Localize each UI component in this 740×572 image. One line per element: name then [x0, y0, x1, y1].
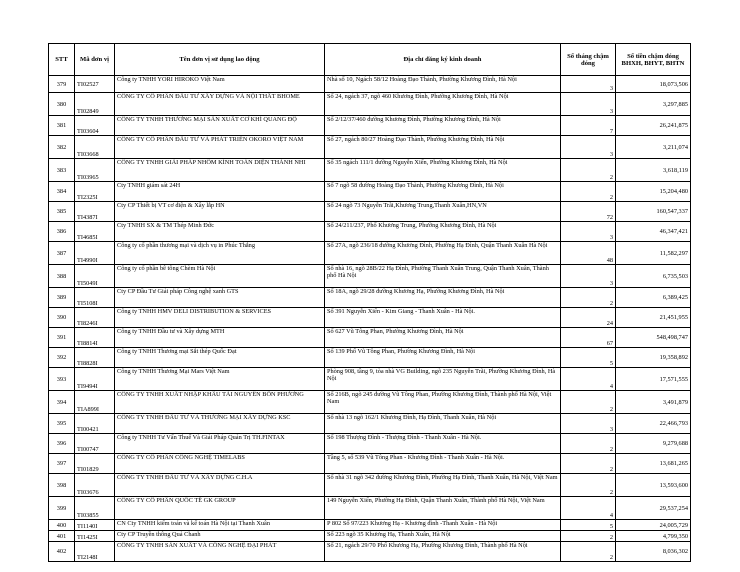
row-employer-name: CÔNG TY TNHH XUẤT NHẬP KHẨU TÀI NGUYÊN BỐN PHƯƠNG [115, 391, 325, 414]
row-unit-code: TI4990I [75, 242, 115, 265]
row-stt: 402 [49, 542, 75, 562]
row-employer-name: Cty CP Đầu Tư Giải pháp Công nghệ xanh GTS [115, 288, 325, 308]
row-months-late: 7 [561, 116, 616, 136]
row-employer-name: CÔNG TY TNHH ĐẦU TƯ VÀ XÂY DỰNG C.H.A [115, 474, 325, 497]
row-stt: 385 [49, 202, 75, 222]
row-employer-name: Công ty TNHH YORI HIROKO Việt Nam [115, 76, 325, 93]
row-unit-code: TI9494I [75, 368, 115, 391]
row-months-late: 48 [561, 242, 616, 265]
table-row [49, 308, 691, 328]
table-row [49, 136, 691, 159]
row-amount-late: 11,582,297 [616, 242, 691, 265]
row-stt: 393 [49, 368, 75, 391]
row-unit-code: TI1140I [75, 520, 115, 531]
header-amount-late: Số tiền chậm đóng BHXH, BHYT, BHTN [616, 44, 691, 76]
row-months-late: 4 [561, 368, 616, 391]
table-row [49, 222, 691, 242]
row-amount-late: 17,571,555 [616, 368, 691, 391]
row-amount-late: 8,036,302 [616, 542, 691, 562]
row-months-late: 2 [561, 474, 616, 497]
row-employer-name: Cty CP Truyền thông Quả Chanh [115, 531, 325, 542]
row-months-late: 4 [561, 497, 616, 520]
row-stt: 401 [49, 531, 75, 542]
row-months-late: 5 [561, 520, 616, 531]
row-amount-late: 548,498,747 [616, 328, 691, 348]
row-unit-code: TI1425I [75, 531, 115, 542]
row-stt: 397 [49, 454, 75, 474]
table-row [49, 116, 691, 136]
row-business-address: Số 391 Nguyễn Xiển - Kim Giang - Thanh Xuân - Hà Nội. [325, 308, 561, 328]
row-amount-late: 26,241,875 [616, 116, 691, 136]
row-business-address: Số 27, ngách 80/27 Hoàng Đạo Thành, Phường Khương Đình, Hà Nội [325, 136, 561, 159]
row-amount-late: 160,547,337 [616, 202, 691, 222]
row-stt: 392 [49, 348, 75, 368]
row-amount-late: 22,466,793 [616, 414, 691, 434]
row-months-late: 2 [561, 434, 616, 454]
table-row [49, 391, 691, 414]
row-employer-name: Cty TNHH SX & TM Thép Minh Đức [115, 222, 325, 242]
row-business-address: Số nhà 31 ngõ 342 đường Khương Đình, Phường Hạ Đình, Thanh Xuân, Hà Nội, Việt Nam [325, 474, 561, 497]
row-employer-name: Công ty TNHH Tư Vấn Thuế Và Giải Pháp Quản Trị TH.FINTAX [115, 434, 325, 454]
row-unit-code: TI03668 [75, 136, 115, 159]
row-months-late: 72 [561, 202, 616, 222]
row-business-address: Số 24/211/237, Phố Khương Trung, Phường Khương Đình, Hà Nội [325, 222, 561, 242]
row-months-late: 3 [561, 93, 616, 116]
row-stt: 396 [49, 434, 75, 454]
row-business-address: Tầng 5, số 539 Vũ Tông Phan - Khương Đình - Thanh Xuân - Hà Nội. [325, 454, 561, 474]
row-employer-name: Cty CP Thiết bị VT cơ điện & Xây lắp HN [115, 202, 325, 222]
row-business-address: 149 Nguyễn Xiển, Phường Hạ Đình, Quận Thanh Xuân, Thành phố Hà Nội, Việt Nam [325, 497, 561, 520]
row-business-address: Phòng 908, tầng 9, tòa nhà VG Building, ngõ 235 Nguyễn Trãi, Phường Khương Đình, Hà Nội [325, 368, 561, 391]
row-amount-late: 18,073,506 [616, 76, 691, 93]
row-months-late: 2 [561, 159, 616, 182]
row-amount-late: 24,005,729 [616, 520, 691, 531]
header-business-address: Địa chỉ đăng ký kinh doanh [325, 44, 561, 76]
row-unit-code: TI2148I [75, 542, 115, 562]
row-employer-name: CN Cty TNHH kiểm toán và kế toán Hà Nội tại Thanh Xuân [115, 520, 325, 531]
table-row [49, 242, 691, 265]
row-business-address: Số 223 ngõ 35 Khương Hạ, Thanh Xuân, Hà Nội [325, 531, 561, 542]
row-unit-code: TI02849 [75, 93, 115, 116]
row-business-address: Số nhà 16, ngõ 28B/22 Hạ Đình, Phường Thanh Xuân Trung, Quận Thanh Xuân, Thành phố Hà Nội [325, 265, 561, 288]
table-row [49, 76, 691, 93]
row-months-late: 3 [561, 265, 616, 288]
row-months-late: 67 [561, 328, 616, 348]
table-row [49, 368, 691, 391]
table-row [49, 182, 691, 202]
table-row [49, 497, 691, 520]
row-months-late: 5 [561, 348, 616, 368]
row-unit-code: TI00421 [75, 414, 115, 434]
row-unit-code: TI03604 [75, 116, 115, 136]
row-business-address: Số 198 Thượng Đình - Thượng Đình - Thanh Xuân - Hà Nội. [325, 434, 561, 454]
row-business-address: Số 24 ngõ 73 Nguyễn Trãi,Khương Trung,Thanh Xuân,HN,VN [325, 202, 561, 222]
row-amount-late: 9,279,688 [616, 434, 691, 454]
row-unit-code: TI03676 [75, 474, 115, 497]
debt-table-sheet [48, 43, 690, 562]
row-business-address: Số 2/12/37/460 đường Khương Đình, Phường Khương Đình, Hà Nội [325, 116, 561, 136]
row-business-address: Số 7 ngõ 58 đường Hoàng Đạo Thành, Phường Khương Đình, Hà Nội [325, 182, 561, 202]
table-row [49, 265, 691, 288]
row-business-address: Số 216B, ngõ 245 đường Vũ Tông Phan, Phường Khương Đình, Thành phố Hà Nội, Việt Nam [325, 391, 561, 414]
row-amount-late: 29,537,254 [616, 497, 691, 520]
debt-table [48, 43, 691, 562]
row-business-address: Số 24, ngách 37, ngõ 460 Khương Đình, Phường Khương Đình, Hà Nội [325, 93, 561, 116]
row-business-address: Số 139 Phố Vũ Tông Phan, Phường Khương Đình, Hà Nội [325, 348, 561, 368]
header-employer-name: Tên đơn vị sử dụng lao động [115, 44, 325, 76]
row-unit-code: TI00747 [75, 434, 115, 454]
row-amount-late: 46,347,421 [616, 222, 691, 242]
row-employer-name: CÔNG TY CỔ PHẦN ĐẦU TƯ VÀ PHÁT TRIỂN OKORO VIỆT NAM [115, 136, 325, 159]
header-stt: STT [49, 44, 75, 76]
row-stt: 379 [49, 76, 75, 93]
row-employer-name: CÔNG TY TNHH THƯƠNG MẠI SẢN XUẤT CƠ KHÍ QUANG ĐỘ [115, 116, 325, 136]
row-unit-code: TIA899I [75, 391, 115, 414]
row-employer-name: CÔNG TY TNHH GIẢI PHÁP NHÔM KÍNH TOÀN DIỆN THÀNH NHI [115, 159, 325, 182]
row-unit-code: TI01829 [75, 454, 115, 474]
table-body [49, 76, 691, 562]
table-row [49, 288, 691, 308]
header-unit-code: Mã đơn vị [75, 44, 115, 76]
row-business-address: Nhà số 10, Ngách 58/12 Hoàng Đạo Thành, Phường Khương Đình, Hà Nội [325, 76, 561, 93]
row-unit-code: TI03855 [75, 497, 115, 520]
row-months-late: 3 [561, 414, 616, 434]
row-months-late: 2 [561, 391, 616, 414]
row-business-address: Số 627 Vũ Tông Phan, Phường Khương Đình, Hà Nội [325, 328, 561, 348]
row-months-late: 3 [561, 136, 616, 159]
row-unit-code: TI5049I [75, 265, 115, 288]
table-row [49, 454, 691, 474]
row-employer-name: Công ty TNHH Thương Mại Mars Việt Nam [115, 368, 325, 391]
row-business-address: Số 21, ngách 29/70 Phố Khương Hạ, Phường Khương Đình, Thành phố Hà Nội [325, 542, 561, 562]
row-employer-name: Công ty TNHH Đầu tư và Xây dựng MTH [115, 328, 325, 348]
table-row [49, 520, 691, 531]
row-stt: 395 [49, 414, 75, 434]
row-business-address: Số 27A, ngõ 236/18 đường Khương Đình, Phường Hạ Đình, Quận Thanh Xuân Hà Nội [325, 242, 561, 265]
row-amount-late: 3,491,879 [616, 391, 691, 414]
row-months-late: 2 [561, 531, 616, 542]
row-stt: 386 [49, 222, 75, 242]
row-stt: 380 [49, 93, 75, 116]
table-row [49, 93, 691, 116]
table-row [49, 542, 691, 562]
row-unit-code: TI2325I [75, 182, 115, 202]
row-unit-code: TI8246I [75, 308, 115, 328]
row-business-address: Số 35 ngách 111/1 đường Nguyễn Xiển, Phường Khương Đình, Hà Nội [325, 159, 561, 182]
row-unit-code: TI8828I [75, 348, 115, 368]
row-amount-late: 6,735,503 [616, 265, 691, 288]
row-months-late: 3 [561, 222, 616, 242]
row-amount-late: 19,358,892 [616, 348, 691, 368]
row-amount-late: 21,451,955 [616, 308, 691, 328]
table-row [49, 414, 691, 434]
row-stt: 391 [49, 328, 75, 348]
row-months-late: 2 [561, 182, 616, 202]
table-row [49, 531, 691, 542]
row-stt: 384 [49, 182, 75, 202]
row-stt: 399 [49, 497, 75, 520]
row-employer-name: CÔNG TY TNHH ĐẦU TƯ VÀ THƯƠNG MẠI XÂY DỰNG KSC [115, 414, 325, 434]
row-amount-late: 3,297,885 [616, 93, 691, 116]
table-row [49, 348, 691, 368]
row-employer-name: CÔNG TY CỔ PHẦN ĐẦU TƯ XÂY DỰNG VÀ NỘI THẤT BHOME [115, 93, 325, 116]
row-unit-code: TI8814I [75, 328, 115, 348]
row-stt: 382 [49, 136, 75, 159]
table-row [49, 328, 691, 348]
row-employer-name: CÔNG TY CỔ PHẦN QUỐC TẾ GK GROUP [115, 497, 325, 520]
row-months-late: 2 [561, 542, 616, 562]
row-employer-name: Công ty TNHH Thương mại Sắt thép Quốc Đạt [115, 348, 325, 368]
table-header-row [49, 44, 691, 76]
row-amount-late: 13,681,265 [616, 454, 691, 474]
row-stt: 388 [49, 265, 75, 288]
row-stt: 387 [49, 242, 75, 265]
row-unit-code: TI5108I [75, 288, 115, 308]
row-stt: 383 [49, 159, 75, 182]
row-stt: 389 [49, 288, 75, 308]
header-months-late: Số tháng chậm đóng [561, 44, 616, 76]
row-employer-name: Công ty TNHH HMV DELI DISTRIBUTION & SERVICES [115, 308, 325, 328]
row-unit-code: TI4387I [75, 202, 115, 222]
table-row [49, 202, 691, 222]
table-row [49, 434, 691, 454]
row-months-late: 2 [561, 288, 616, 308]
row-business-address: P 802 Số 97/223 Khương Hạ - Khương đình -Thanh Xuân - Hà Nội [325, 520, 561, 531]
row-stt: 390 [49, 308, 75, 328]
row-amount-late: 3,211,074 [616, 136, 691, 159]
row-stt: 400 [49, 520, 75, 531]
row-months-late: 3 [561, 76, 616, 93]
row-unit-code: TI03965 [75, 159, 115, 182]
row-employer-name: Công ty cổ phần bê tông Chèm Hà Nội [115, 265, 325, 288]
row-business-address: Số nhà 13 ngõ 162/1 Khương Đình, Hạ Đình, Thanh Xuân, Hà Nội [325, 414, 561, 434]
row-amount-late: 4,799,350 [616, 531, 691, 542]
row-amount-late: 3,618,119 [616, 159, 691, 182]
row-employer-name: Cty TNHH giám sát 24H [115, 182, 325, 202]
table-row [49, 474, 691, 497]
row-stt: 381 [49, 116, 75, 136]
row-unit-code: TI02527 [75, 76, 115, 93]
row-employer-name: CÔNG TY TNHH SẢN XUẤT VÀ CÔNG NGHỆ ĐẠI PHÁT [115, 542, 325, 562]
row-stt: 398 [49, 474, 75, 497]
row-stt: 394 [49, 391, 75, 414]
row-amount-late: 13,593,600 [616, 474, 691, 497]
row-employer-name: Công ty cổ phần thương mại và dịch vụ in Phúc Thắng [115, 242, 325, 265]
table-row [49, 159, 691, 182]
row-months-late: 2 [561, 454, 616, 474]
row-employer-name: CÔNG TY CỔ PHẦN CÔNG NGHỆ TIMELABS [115, 454, 325, 474]
row-amount-late: 15,204,480 [616, 182, 691, 202]
row-business-address: Số 18A, ngõ 29/28 đường Khương Hạ, Phường Khương Đình, Hà Nội [325, 288, 561, 308]
row-months-late: 24 [561, 308, 616, 328]
row-amount-late: 6,389,425 [616, 288, 691, 308]
row-unit-code: TI4685I [75, 222, 115, 242]
